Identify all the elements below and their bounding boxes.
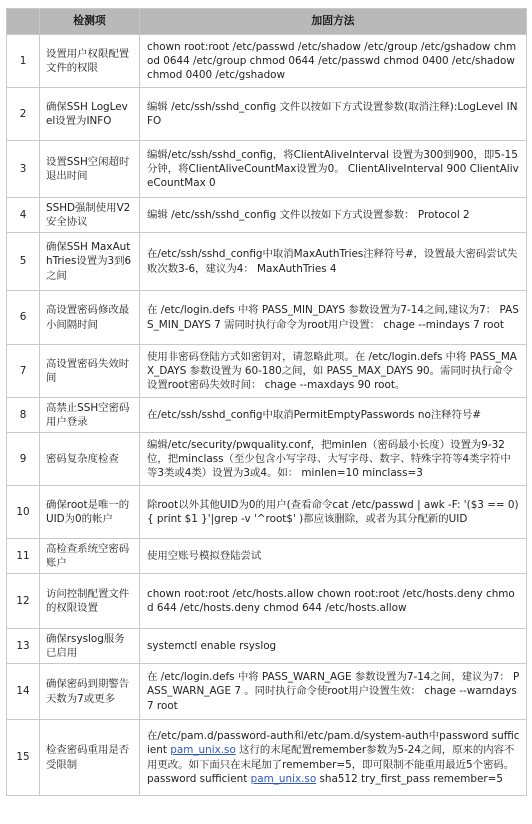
table-row — [7, 398, 527, 433]
method-text-part: sha512 try_first_pass remember=5 — [316, 772, 503, 785]
method-text-part: 这行的末尾配置remember参数为5-24之间，原来的内容不用更改。如下面只在末尾加了remember=5，即可限制不能重用最近5个密码。 password sufficient — [147, 744, 515, 785]
hardening-method: 在 /etc/login.defs 中将 PASS_WARN_AGE 参数设置为7-14之间，建议为7： PASS_WARN_AGE 7 。同时执行命令使root用户设置生效： chage --warndays 7 root — [140, 664, 527, 720]
pam-unix-link[interactable]: pam_unix.so — [250, 772, 317, 785]
row-number: 6 — [7, 291, 40, 345]
hardening-table — [6, 8, 527, 796]
hardening-method: systemctl enable rsyslog — [140, 629, 527, 664]
table-row — [7, 198, 527, 233]
table-row — [7, 88, 527, 141]
table-row — [7, 345, 527, 398]
hardening-method: 编辑 /etc/ssh/sshd_config 文件以按如下方式设置参数(取消注释):LogLevel INFO — [140, 88, 527, 141]
row-number: 1 — [7, 35, 40, 88]
check-item: SSHD强制使用V2安全协议 — [40, 198, 140, 233]
check-item: 设置SSH空闲超时退出时间 — [40, 141, 140, 198]
row-number: 15 — [7, 720, 40, 796]
header-index — [7, 9, 40, 35]
row-number: 4 — [7, 198, 40, 233]
table-row — [7, 486, 527, 539]
table-header-row — [7, 9, 527, 35]
row-number: 12 — [7, 574, 40, 629]
row-number: 10 — [7, 486, 40, 539]
check-item: 确保SSH LogLevel设置为INFO — [40, 88, 140, 141]
row-number: 14 — [7, 664, 40, 720]
table-row — [7, 35, 527, 88]
check-item: 高禁止SSH空密码用户登录 — [40, 398, 140, 433]
table-row — [7, 720, 527, 796]
hardening-method: 编辑 /etc/ssh/sshd_config 文件以按如下方式设置参数： Protocol 2 — [140, 198, 527, 233]
check-item: 检查密码重用是否受限制 — [40, 720, 140, 796]
hardening-method: 在/etc/ssh/sshd_config中取消PermitEmptyPasswords no注释符号# — [140, 398, 527, 433]
row-number: 8 — [7, 398, 40, 433]
row-number: 7 — [7, 345, 40, 398]
row-number: 3 — [7, 141, 40, 198]
table-row — [7, 233, 527, 291]
row-number: 2 — [7, 88, 40, 141]
table-row — [7, 141, 527, 198]
hardening-method: 使用空账号模拟登陆尝试 — [140, 539, 527, 574]
row-number: 11 — [7, 539, 40, 574]
header-check-item: 检测项 — [40, 9, 140, 35]
check-item: 设置用户权限配置文件的权限 — [40, 35, 140, 88]
pam-unix-link[interactable]: pam_unix.so — [170, 744, 236, 757]
row-number: 9 — [7, 433, 40, 486]
check-item: 高设置密码修改最小间隔时间 — [40, 291, 140, 345]
table-row — [7, 664, 527, 720]
check-item: 确保root是唯一的UID为0的帐户 — [40, 486, 140, 539]
hardening-method: 编辑/etc/ssh/sshd_config，将ClientAliveInterval 设置为300到900，即5-15分钟，将ClientAliveCountMax设置为0。 ClientAliveInterval 900 ClientAliveCountMax 0 — [140, 141, 527, 198]
check-item: 访问控制配置文件的权限设置 — [40, 574, 140, 629]
table-row — [7, 629, 527, 664]
hardening-method: 在 /etc/login.defs 中将 PASS_MIN_DAYS 参数设置为7-14之间,建议为7： PASS_MIN_DAYS 7 需同时执行命令为root用户设置： chage --mindays 7 root — [140, 291, 527, 345]
hardening-method: chown root:root /etc/passwd /etc/shadow /etc/group /etc/gshadow chmod 0644 /etc/group chmod 0644 /etc/passwd chmod 0400 /etc/shadow chmod 0400 /etc/gshadow — [140, 35, 527, 88]
table-row — [7, 433, 527, 486]
check-item: 确保rsyslog服务已启用 — [40, 629, 140, 664]
hardening-method: 除root以外其他UID为0的用户(查看命令cat /etc/passwd | awk -F: '($3 == 0) { print $1 }'|grep -v '^root$' )都应该删除，或者为其分配新的UID — [140, 486, 527, 539]
table-row — [7, 574, 527, 629]
row-number: 5 — [7, 233, 40, 291]
hardening-method: chown root:root /etc/hosts.allow chown root:root /etc/hosts.deny chmod 644 /etc/hosts.deny chmod 644 /etc/hosts.allow — [140, 574, 527, 629]
hardening-method: 编辑/etc/security/pwquality.conf，把minlen（密码最小长度）设置为9-32位，把minclass（至少包含小写字母、大写字母、数字、特殊字符等4类字符中等3类或4类）设置为3或4。如： minlen=10 minclass=3 — [140, 433, 527, 486]
hardening-method — [140, 720, 527, 796]
header-hardening-method: 加固方法 — [140, 9, 527, 35]
method-text-part: 在/etc/pam.d/password-auth和/etc/pam.d/system-auth中password sufficient — [147, 730, 520, 757]
check-item: 密码复杂度检查 — [40, 433, 140, 486]
table-row — [7, 539, 527, 574]
check-item: 高设置密码失效时间 — [40, 345, 140, 398]
hardening-method: 使用非密码登陆方式如密钥对，请忽略此项。在 /etc/login.defs 中将 PASS_MAX_DAYS 参数设置为 60-180之间，如 PASS_MAX_DAYS 90。需同时执行命令设置root密码失效时间： chage --maxdays 90 root。 — [140, 345, 527, 398]
table-row — [7, 291, 527, 345]
check-item: 高检查系统空密码账户 — [40, 539, 140, 574]
check-item: 确保密码到期警告天数为7或更多 — [40, 664, 140, 720]
row-number: 13 — [7, 629, 40, 664]
check-item: 确保SSH MaxAuthTries设置为3到6之间 — [40, 233, 140, 291]
hardening-method: 在/etc/ssh/sshd_config中取消MaxAuthTries注释符号#，设置最大密码尝试失败次数3-6，建议为4： MaxAuthTries 4 — [140, 233, 527, 291]
